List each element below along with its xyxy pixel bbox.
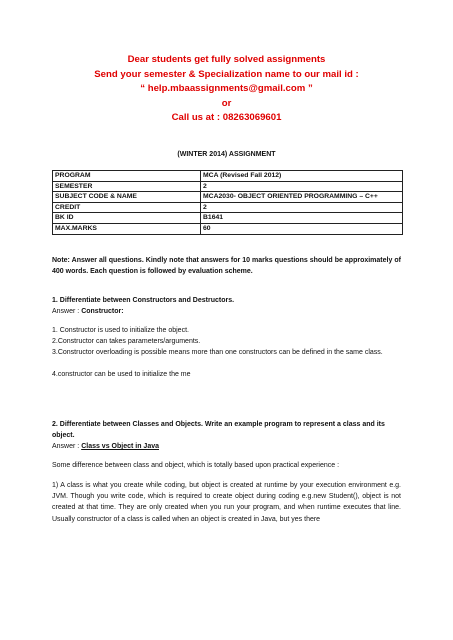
table-row [53,192,403,203]
info-key-semester: SEMESTER [53,181,201,192]
answer-1-point: 2.Constructor can takes parameters/arguments. [52,338,201,345]
banner-line-instruction: Send your semester & Specialization name to our mail id : [94,68,359,80]
table-row [53,171,403,182]
answer-1-label [52,306,401,317]
info-value-subject: MCA2030- OBJECT ORIENTED PROGRAMMING – C++ [201,192,403,203]
answer-prefix: Answer : [52,308,82,315]
answer-2-heading: Class vs Object in Java [81,443,160,450]
banner-email: “ help.mbaassignments@gmail.com ” [140,83,313,94]
answer-1-point: 4.constructor can be used to initialize the me [52,371,191,378]
info-value-semester: 2 [201,181,403,192]
info-value-program: MCA (Revised Fall 2012) [201,171,403,182]
table-row [53,202,403,213]
answer-2-label [52,441,401,452]
banner-or: or [221,97,232,109]
banner-phone: Call us at : 08263069601 [171,112,282,123]
table-row [53,213,403,224]
info-key-bkid: BK ID [53,213,201,224]
answer-prefix: Answer : [52,443,82,450]
table-row [53,223,403,234]
info-value-credit: 2 [201,202,403,213]
table-row [53,181,403,192]
answer-1-point: 3.Constructor overloading is possible means more than one constructors can be defined in the same class. [52,349,383,356]
answer-2-paragraph: 1) A class is what you create while coding, but object is created at runtime by your execution environment e.g. JVM. Though you write code, which is required to create object during coding e.g.new Student(), object is not created at that time. They are only created when you run your program, and when runtime executes that line. Usually constructor of a class is called when an object is created in Java, but yes there [52,482,401,523]
program-info-table [52,170,403,235]
info-value-bkid: B1641 [201,213,403,224]
answer-1-point: 1. Constructor is used to initialize the object. [52,327,189,334]
answer-1-heading: Constructor: [81,308,124,315]
info-key-maxmarks: MAX.MARKS [53,223,201,234]
question-2: 2. Differentiate between Classes and Objects. Write an example program to represent a class and its object. [52,421,385,440]
info-key-subject: SUBJECT CODE & NAME [53,192,201,203]
info-value-maxmarks: 60 [201,223,403,234]
info-key-program: PROGRAM [53,171,201,182]
assignment-title: (WINTER 2014) ASSIGNMENT [177,151,276,158]
question-1: 1. Differentiate between Constructors and Destructors. [52,297,235,304]
answer-2-intro: Some difference between class and object, which is totally based upon practical experience : [52,462,340,469]
note-paragraph: Note: Answer all questions. Kindly note that answers for 10 marks questions should be approximately of 400 words. Each question is followed by evaluation scheme. [52,257,401,276]
info-key-credit: CREDIT [53,202,201,213]
banner-line-offer: Dear students get fully solved assignments [127,54,326,65]
contact-banner [0,53,453,126]
